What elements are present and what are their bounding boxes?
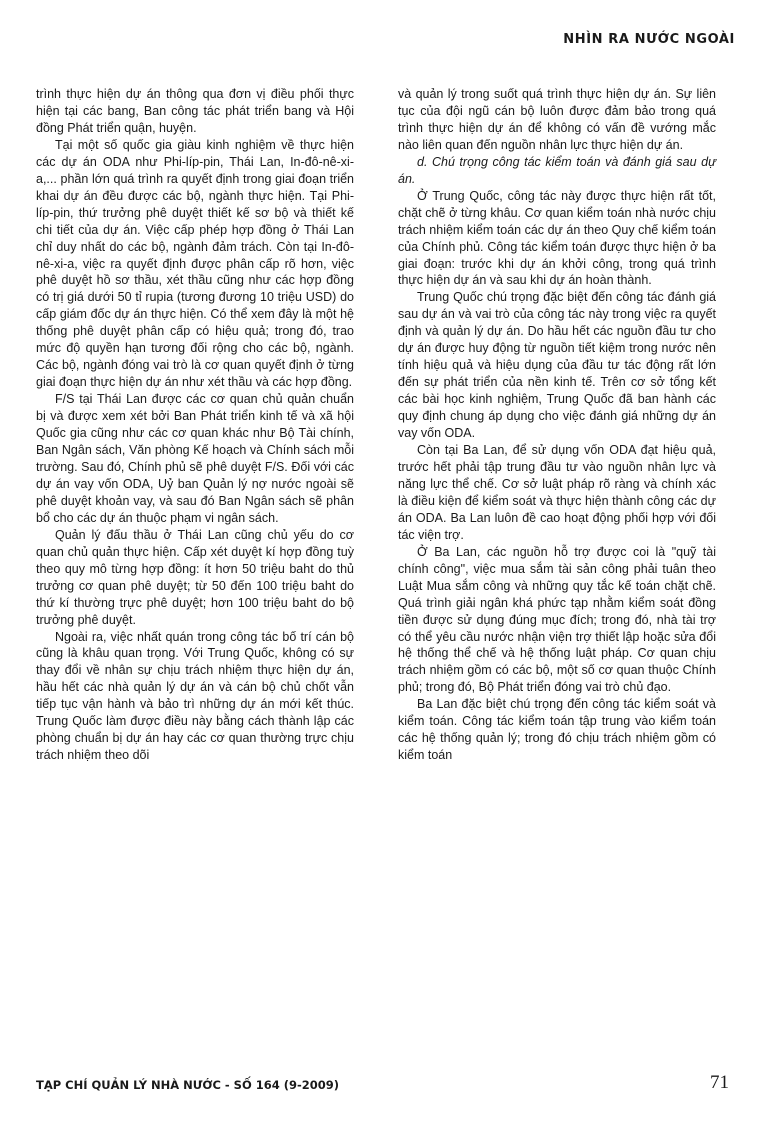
paragraph: trình thực hiện dự án thông qua đơn vị điều phối thực hiện tại các bang, Ban công tác phát triển bang và Hội đồng Phát triển quận, huyện.: [36, 87, 354, 135]
paragraph: và quản lý trong suốt quá trình thực hiện dự án. Sự liên tục của đội ngũ cán bộ luôn được đảm bảo trong quá trình thực hiện dự án để không có vấn đề vướng mắc nào liên quan đến nguồn nhân lực thực hiện dự án.: [398, 87, 716, 152]
paragraph: Còn tại Ba Lan, để sử dụng vốn ODA đạt hiệu quả, trước hết phải tập trung đầu tư vào nguồn nhân lực và năng lực thể chế. Cơ sở luật pháp rõ ràng và chính xác là điều kiện để kiểm soát và thực hiện thành công các dự án ODA. Ba Lan luôn đề cao hoạt động phối hợp với đối tác viện trợ.: [398, 443, 716, 542]
right-column: [398, 86, 716, 764]
journal-footer: TẠP CHÍ QUẢN LÝ NHÀ NƯỚC - SỐ 164 (9-2009): [36, 1078, 340, 1092]
left-column: [36, 86, 354, 764]
page-number: 71: [710, 1072, 729, 1093]
paragraph: Quản lý đấu thầu ở Thái Lan cũng chủ yếu do cơ quan chủ quản thực hiện. Cấp xét duyệt kí hợp đồng tuỳ theo quy mô từng hợp đồng: ít hơn 50 triệu baht do thủ trưởng cơ quan phê duyệt; từ 50 đến 100 triệu baht do thứ kí thường trực phê duyệt; hơn 100 triệu baht do bộ trưởng phê duyệt.: [36, 527, 354, 627]
section-header: NHÌN RA NƯỚC NGOÀI: [563, 32, 735, 47]
paragraph: Ở Trung Quốc, công tác này được thực hiện rất tốt, chặt chẽ ở từng khâu. Cơ quan kiểm toán nhà nước chịu trách nhiệm kiểm toán các dự án theo Quy chế kiểm toán của Chính phủ. Công tác kiểm toán được thực hiện ở ba giai đoạn: trước khi dự án khởi công, trong quá trình thực hiện dự án và sau khi dự án hoàn thành.: [398, 188, 716, 288]
paragraph: F/S tại Thái Lan được các cơ quan chủ quản chuẩn bị và được xem xét bởi Ban Phát triển kinh tế và xã hội Quốc gia cũng như các cơ quan khác như Bộ Tài chính, Ban Ngân sách, Văn phòng Kế hoạch và Chính sách mỗi trường. Sau đó, Chính phủ sẽ phê duyệt F/S. Đối với các dự án vay vốn ODA, Uỷ ban Quản lý nợ nước ngoài sẽ phê duyệt khoản vay, và sau đó Ban Ngân sách sẽ phân bổ cho các dự án thuộc phạm vi ngân sách.: [36, 392, 354, 525]
paragraph: Tại một số quốc gia giàu kinh nghiệm về thực hiện các dự án ODA như Phi-líp-pin, Thái Lan, In-đô-nê-xi-a,... phần lớn quá trình ra quyết định trong giai đoạn triển khai dự án đều được các bộ, ngành thực hiện. Tại Phi-líp-pin, thứ trưởng phê duyệt thiết kế sơ bộ và thiết kế chi tiết của dự án. Việc cấp phép hợp đồng ở Thái Lan chỉ duy nhất do các bộ, ngành đảm trách. Còn tại In-đô-nê-xi-a, việc ra quyết định được phân cấp rõ hơn, việc phê duyệt hồ sơ thầu, xét thầu cũng như các hợp đồng có trị giá dưới 50 tỉ rupia (tương đương 10 triệu USD) do cấp giám đốc dự án thực hiện. Có thể xem đây là một hệ thống phê duyệt phân cấp có hiệu quả; trong đó, trao mức độ quyền hạn tương đối rộng cho các bộ, ngành. Các bộ, ngành đóng vai trò là cơ quan quyết định ở từng giai đoạn thực hiện dự án như xét thầu và các hợp đồng.: [36, 137, 354, 390]
paragraph: Ở Ba Lan, các nguồn hỗ trợ được coi là "quỹ tài chính công", việc mua sắm tài sản công phải tuân theo Luật Mua sắm công và những quy tắc kế toán chặt chẽ. Quá trình giải ngân khá phức tạp nhằm kiểm soát đồng tiền được sử dụng đúng mục đích; trong đó, nhà tài trợ có thể yêu cầu nước nhận viện trợ thiết lập hoặc sửa đổi hệ thống thể chế và hệ thống luật pháp. Cơ quan chịu trách nhiệm gồm có các bộ, một số cơ quan thuộc Chính phủ; trong đó, Bộ Phát triển đóng vai trò chủ đạo.: [398, 544, 716, 695]
subsection-heading: d. Chú trọng công tác kiểm toán và đánh giá sau dự án.: [398, 154, 716, 186]
paragraph: Trung Quốc chú trọng đặc biệt đến công tác đánh giá sau dự án và vai trò của công tác này trong việc ra quyết định và quản lý dự án. Do hầu hết các nguồn đầu tư cho dự án được huy động từ nguồn tiết kiệm trong nước nên tính hiệu quả và hiệu dụng của đầu tư tác động rất lớn đến sự phát triển của nền kinh tế. Trên cơ sở tổng kết các bài học kinh nghiệm, Trung Quốc đã ban hành các quy định chung áp dụng cho việc đánh giá những dự án vay vốn ODA.: [398, 290, 716, 441]
paragraph: Ba Lan đặc biệt chú trọng đến công tác kiểm soát và kiểm toán. Công tác kiểm toán tập trung vào kiểm toán các hệ thống quản lý; trong đó chịu trách nhiệm gồm có kiểm toán: [398, 697, 716, 763]
paragraph: Ngoài ra, việc nhất quán trong công tác bố trí cán bộ cũng là khâu quan trọng. Với Trung Quốc, không có sự thay đổi về nhân sự chịu trách nhiệm thực hiện dự án, hầu hết các nhà quản lý dự án và cán bộ chủ chốt vẫn tiếp tục vận hành và bảo trì những dự án mới kết thúc. Trung Quốc làm được điều này bằng cách thành lập các phòng chuẩn bị dự án hay các cơ quan thường trực chịu trách nhiệm theo dõi: [36, 629, 354, 763]
